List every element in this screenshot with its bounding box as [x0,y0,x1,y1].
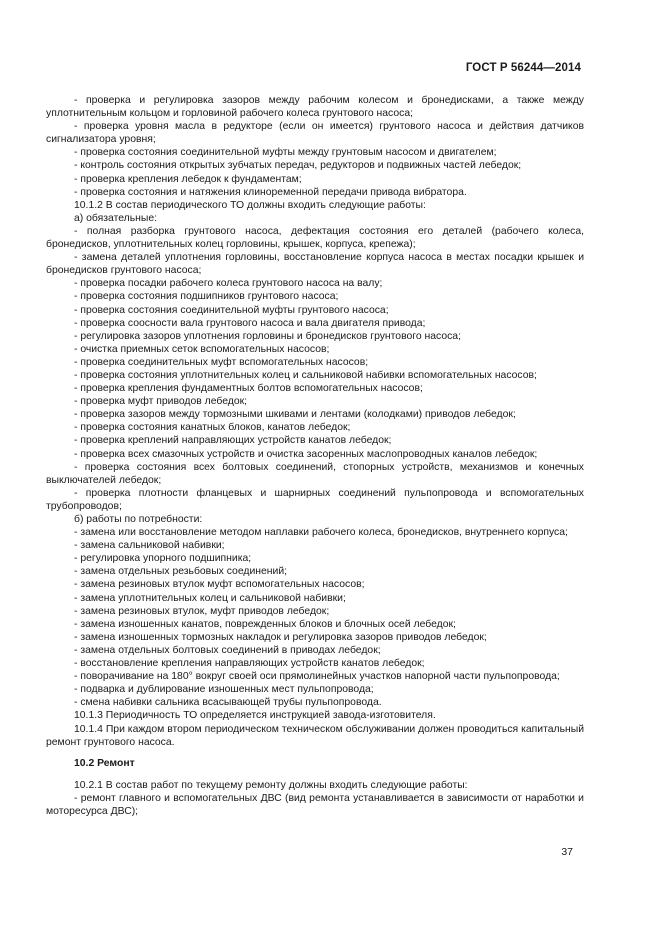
paragraph: - замена изношенных канатов, поврежденных блоков и блочных осей лебедок; [74,618,456,630]
paragraph: - проверка состояния канатных блоков, канатов лебедок; [74,422,351,434]
paragraph: - поворачивание на 180° вокруг своей оси прямолинейных участков напорной части пульпопровода; [74,671,560,683]
paragraph: - контроль состояния открытых зубчатых передач, редукторов и подвижных частей лебедок; [74,160,522,172]
clause-10-2-1: 10.2.1 В состав работ по текущему ремонту должны входить следующие работы: [74,779,468,791]
paragraph: - смена набивки сальника всасывающей трубы пульпопровода. [74,697,382,709]
standard-code: ГОСТ Р 56244—2014 [465,62,581,74]
paragraph: - проверка крепления лебедок к фундаментам; [74,173,302,185]
paragraph: - восстановление крепления направляющих устройств канатов лебедок; [74,658,425,670]
clause-10-1-3: 10.1.3 Периодичность ТО определяется инструкцией завода-изготовителя. [74,710,436,722]
paragraph: - проверка уровня масла в редукторе (если он имеется) грунтового насоса и действия датчиков сигнализатора уровня; [46,121,584,146]
paragraph: - проверка состояния соединительной муфты грунтового насоса; [74,304,389,316]
paragraph: - проверка соосности вала грунтового насоса и вала двигателя привода; [74,317,426,329]
paragraph: - проверка всех смазочных устройств и очистка засоренных маслопроводных каналов лебедок; [74,448,538,460]
paragraph: - замена отдельных резьбовых соединений; [74,566,288,578]
paragraph: - замена резиновых втулок, муфт приводов лебедок; [74,605,330,617]
body-text [46,94,584,818]
paragraph: - замена отдельных болтовых соединений в приводах лебедок; [74,644,381,656]
page-number: 37 [561,846,573,858]
clause-10-1-2: 10.1.2 В состав периодического ТО должны входить следующие работы: [74,199,426,211]
paragraph: - проверка состояния всех болтовых соединений, стопорных устройств, механизмов и конечных выключателей лебедок; [46,461,584,486]
paragraph: - замена деталей уплотнения горловины, восстановление корпуса насоса в местах посадки крышек и бронедисков грунтового насоса; [46,252,584,277]
subitem-b: б) работы по потребности: [74,514,203,525]
paragraph: - подварка и дублирование изношенных мест пульпопровода; [74,684,374,696]
section-heading: 10.2 Ремонт [74,757,135,769]
paragraph: - регулировка зазоров уплотнения горловины и бронедисков грунтового насоса; [74,330,461,342]
paragraph: - полная разборка грунтового насоса, дефектация состояния его деталей (рабочего колеса, бронедисков, уплотнительных колец горловины, крышек, корпуса, крепежа); [46,225,584,251]
paragraph: - замена или восстановление методом наплавки рабочего колеса, бронедисков, внутреннего корпуса; [74,527,568,539]
paragraph: - замена уплотнительных колец и сальниковой набивки; [74,592,346,604]
paragraph: - проверка крепления фундаментных болтов вспомогательных насосов; [74,383,423,395]
paragraph: - замена резиновых втулок муфт вспомогательных насосов; [74,579,365,591]
paragraph: - проверка креплений направляющих устройств канатов лебедок; [74,435,392,447]
paragraph: - замена сальниковой набивки; [74,540,225,552]
paragraph: - проверка состояния уплотнительных колец и сальниковой набивки вспомогательных насосов; [74,369,537,381]
paragraph: - проверка состояния соединительной муфты между грунтовым насосом и двигателем; [74,147,497,159]
paragraph: - ремонт главного и вспомогательных ДВС (вид ремонта устанавливается в зависимости от наработки и моторесурса ДВС); [46,792,584,817]
subitem-a: а) обязательные: [74,212,157,224]
paragraph: - проверка посадки рабочего колеса грунтового насоса на валу; [74,278,383,290]
paragraph: - проверка состояния подшипников грунтового насоса; [74,291,339,303]
paragraph: - проверка и регулировка зазоров между рабочим колесом и бронедисками, а также между уплотнительным кольцом и горловиной рабочего колеса грунтового насоса; [46,95,584,120]
paragraph: - проверка плотности фланцевых и шарнирных соединений пульпопровода и вспомогательных трубопроводов; [46,487,584,512]
paragraph: - проверка зазоров между тормозными шкивами и лентами (колодками) приводов лебедок; [74,409,516,421]
clause-10-1-4: 10.1.4 При каждом втором периодическом техническом обслуживании должен проводиться капитальный ремонт грунтового насоса. [46,723,584,748]
paragraph: - проверка муфт приводов лебедок; [74,396,248,408]
paragraph: - проверка состояния и натяжения клиноременной передачи привода вибратора. [74,186,467,198]
paragraph: - регулировка упорного подшипника; [74,553,252,565]
paragraph: - очистка приемных сеток вспомогательных насосов; [74,343,330,355]
paragraph: - замена изношенных тормозных накладок и регулировка зазоров приводов лебедок; [74,631,487,643]
paragraph: - проверка соединительных муфт вспомогательных насосов; [74,356,369,368]
